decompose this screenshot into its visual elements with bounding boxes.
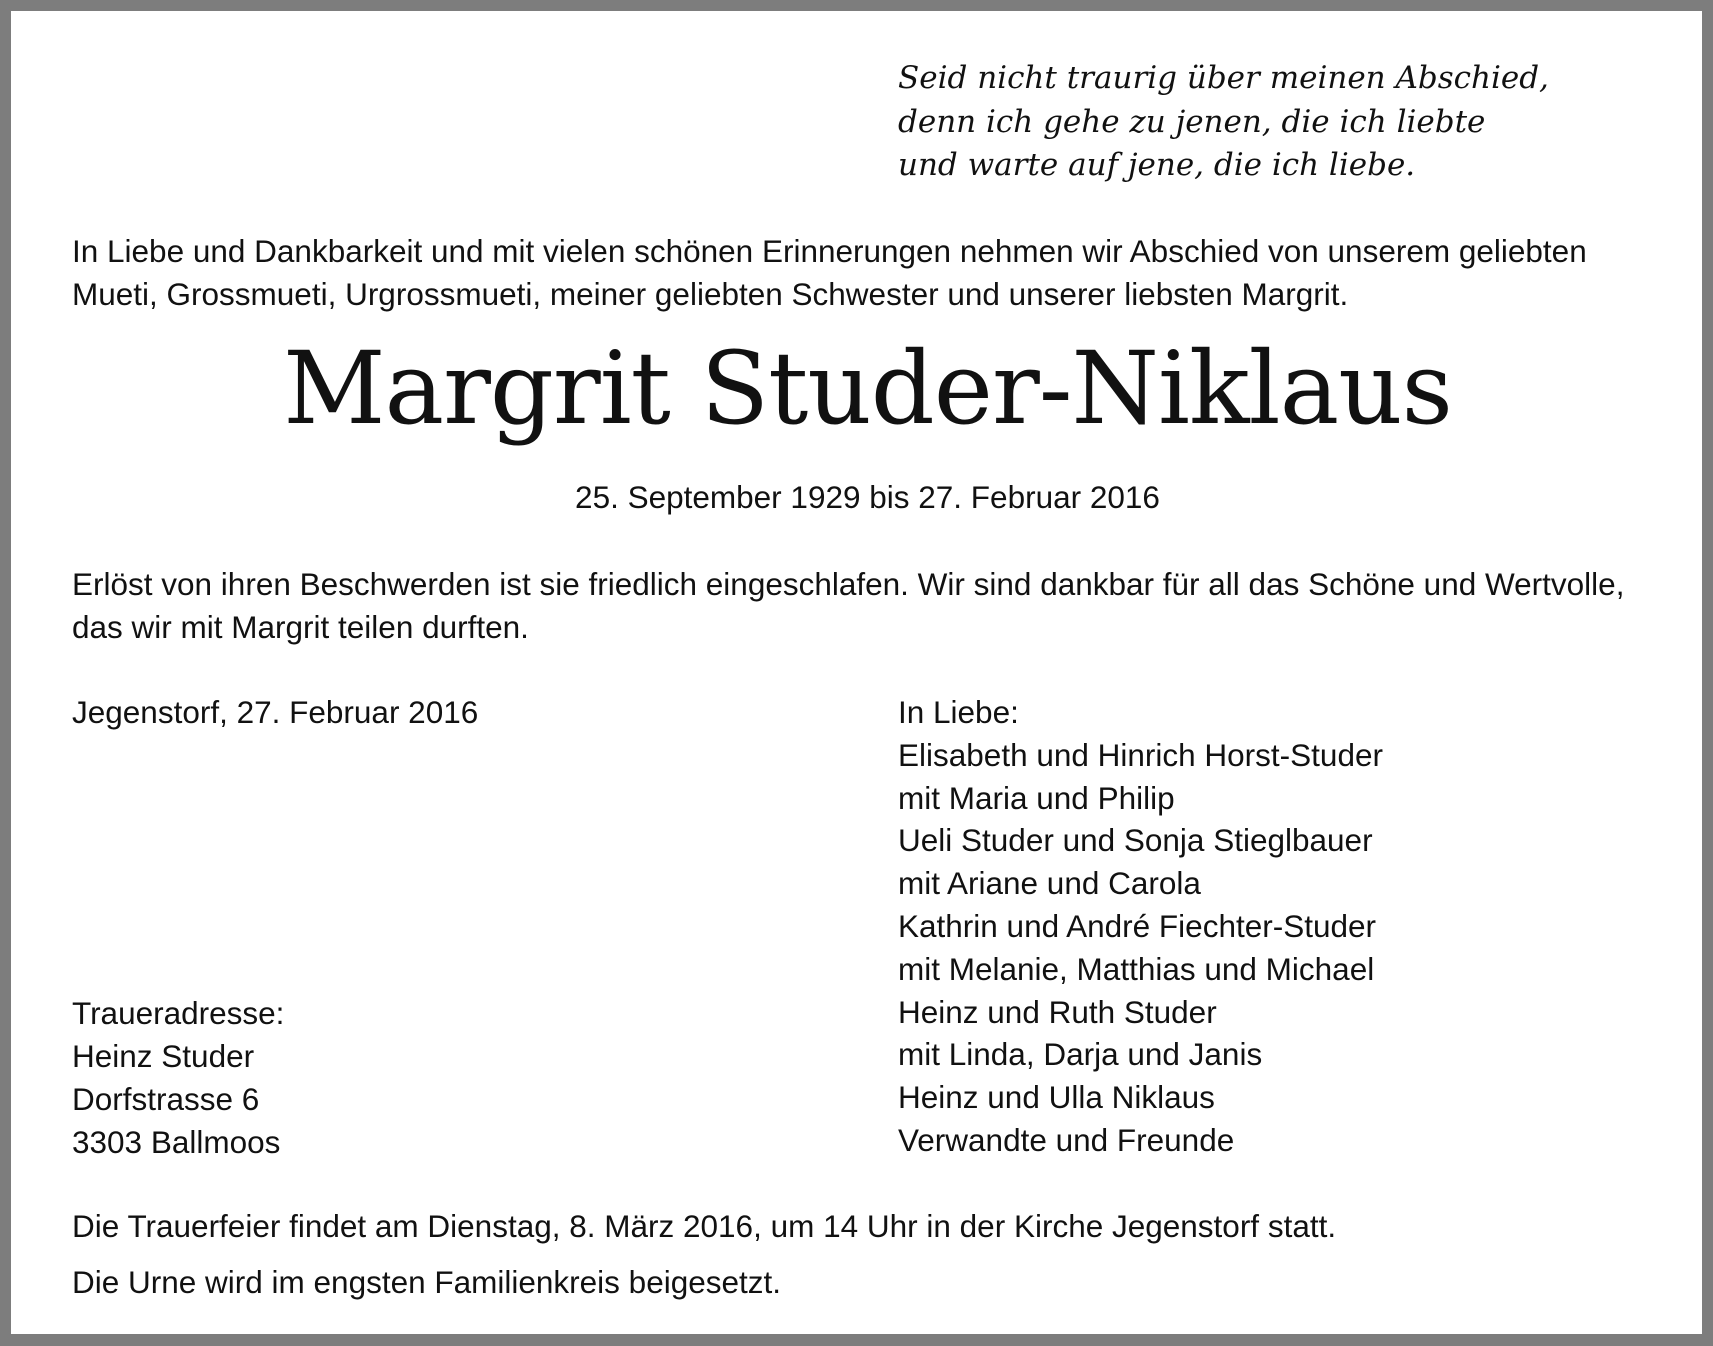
family-item: Heinz und Ruth Studer	[898, 993, 1217, 1030]
verse-line: denn ich gehe zu jenen, die ich liebte	[898, 103, 1486, 140]
ceremony-notice: Die Trauerfeier findet am Dienstag, 8. März 2016, um 14 Uhr in der Kirche Jegenstorf statt.	[72, 1208, 1337, 1244]
verse-line: und warte auf jene, die ich liebe.	[898, 147, 1416, 183]
family-item: Kathrin und André Fiechter-Studer	[898, 907, 1377, 944]
address-label: Traueradresse:	[72, 995, 285, 1031]
address-name: Heinz Studer	[72, 1038, 255, 1074]
family-item: mit Melanie, Matthias und Michael	[898, 950, 1375, 987]
verse-quote	[898, 57, 1549, 188]
verse-line: Seid nicht traurig über meinen Abschied,	[898, 60, 1549, 96]
intro-line: In Liebe und Dankbarkeit und mit vielen schönen Erinnerungen nehmen wir Abschied von unserem geliebten	[72, 233, 1587, 269]
family-item: Ueli Studer und Sonja Stieglbauer	[898, 822, 1373, 859]
family-item: mit Ariane und Carola	[898, 865, 1201, 902]
place-date: Jegenstorf, 27. Februar 2016	[72, 694, 479, 730]
family-item: mit Maria und Philip	[898, 779, 1175, 816]
intro-line: Mueti, Grossmueti, Urgrossmueti, meiner geliebten Schwester und unserer liebsten Margrit.	[72, 276, 1349, 312]
intro-paragraph	[72, 230, 1672, 316]
address-street: Dorfstrasse 6	[72, 1081, 260, 1117]
relief-paragraph	[72, 563, 1672, 649]
family-item: Heinz und Ulla Niklaus	[898, 1079, 1215, 1116]
relief-line: Erlöst von ihren Beschwerden ist sie friedlich eingeschlafen. Wir sind dankbar für all das Schöne und Wertvolle,	[72, 566, 1625, 602]
family-heading: In Liebe:	[898, 694, 1019, 730]
relief-line: das wir mit Margrit teilen durften.	[72, 609, 529, 645]
urn-notice: Die Urne wird im engsten Familienkreis beigesetzt.	[72, 1264, 782, 1300]
address-city: 3303 Ballmoos	[72, 1124, 281, 1160]
life-dates: 25. September 1929 bis 27. Februar 2016	[575, 479, 1160, 515]
family-list	[898, 691, 1383, 1162]
deceased-name: Margrit Studer-Niklaus	[283, 330, 1452, 447]
family-item: mit Linda, Darja und Janis	[898, 1036, 1263, 1073]
family-item: Verwandte und Freunde	[898, 1121, 1235, 1158]
family-item: Elisabeth und Hinrich Horst-Studer	[898, 736, 1383, 773]
mourning-address	[72, 992, 284, 1164]
